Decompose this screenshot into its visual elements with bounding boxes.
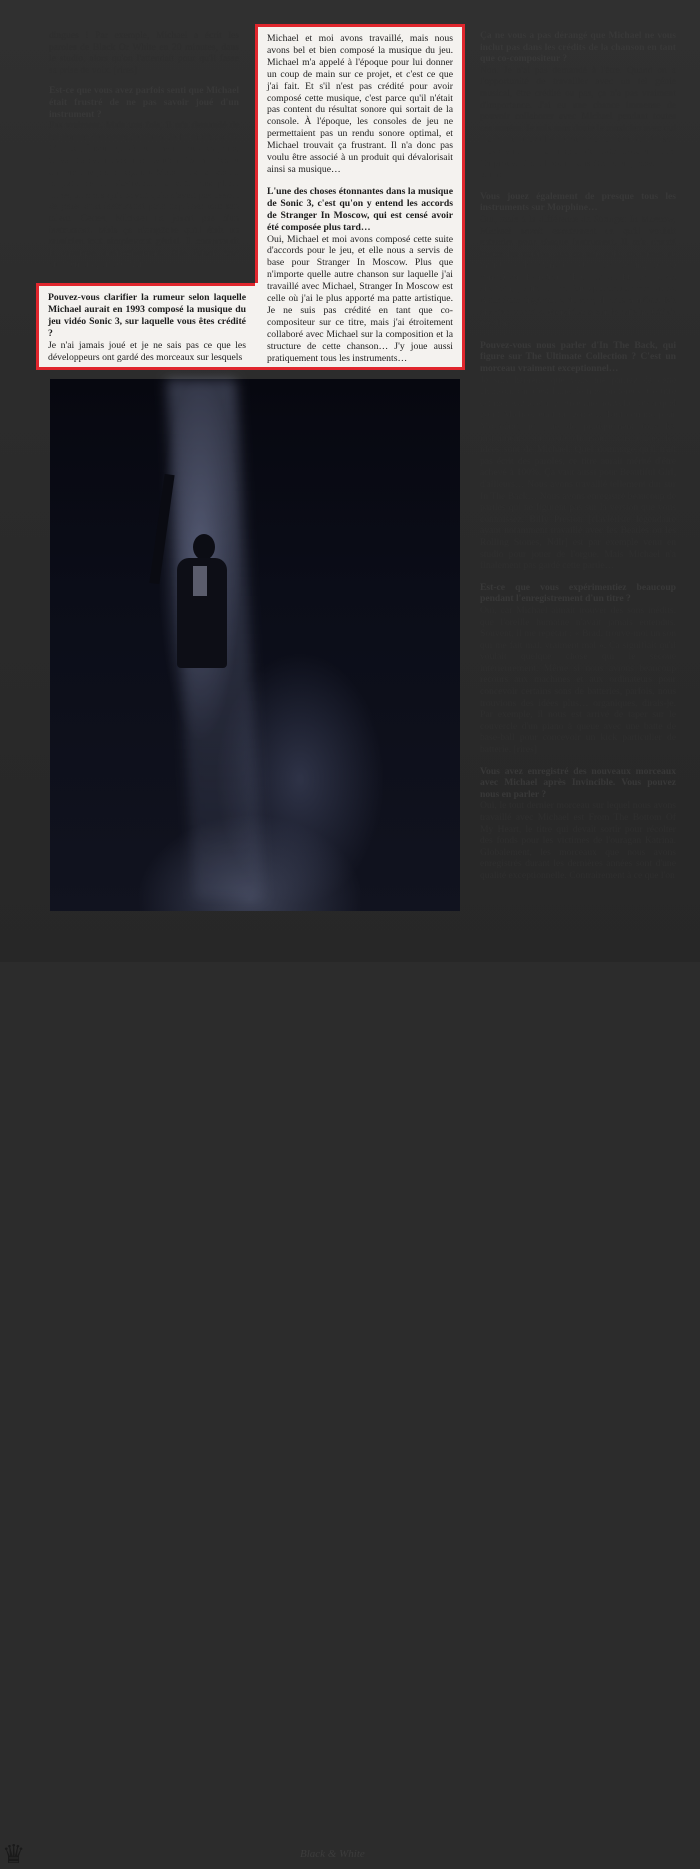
highlight-answer-2: Oui, Michael et moi avons composé cette suite d'accords pour le jeu, et elle nous a servis de base pour Stranger In Moscow. Plus que n'importe quelle autre chanson sur laquelle j'ai travaillé avec Michael, Stranger In Moscow est celle où j'ai le plus apporté ma patte artistique. Je ne suis pas crédité en tant que co-compositeur sur ce titre, mais j'ai étroitement collaboré avec Michael sur la composition et la structure de cette chanson… J'y joue aussi pratiquement tous les instruments…	[267, 233, 453, 364]
left-column	[49, 30, 239, 281]
page-footer	[0, 920, 700, 1869]
right-question-1: Ça ne vous a pas dérangé que Michael ne vous inclut pas dans les crédits de la chanson en tant que co-compositeur ?	[480, 30, 676, 65]
left-question-1: Est-ce que vous avez parfois senti que Michael était frustré de ne pas savoir joué d'un instrument ?	[49, 85, 239, 120]
right-answer-5: Oui, le tout dernier morceau sur lequel nous avons travaillé avec Michael est From The Bottom Of My Heart, le titre qui devait sortir pour récolter des fonds pour les victimes de l'ouragan Katrina. Globalement, les morceaux que nous avons enregistrés durant les dernières années sont d'une qualité exceptionnelle. Contrairement à ce que l'on	[480, 800, 676, 881]
magazine-name: Black & White	[300, 1848, 365, 1860]
right-question-5: Vous avez enregistré des nouveaux morceaux avec Michael après Invincible. Vous pouvez nous en parler ?	[480, 765, 676, 800]
highlight-join	[255, 283, 265, 367]
right-column	[480, 30, 676, 892]
right-answer-1: Non. Je n'ai pas demandé à l'être. Quand on a l'opportunité de travailler avec un tel génie musical, être crédité ou pas, ça n'a pas vraiment d'importance. J'ai eu une chance immense de pouvoir collaborer avec Michael pendant toutes ces années. Je suis sans doute le musicien avec qui il a le plus travaillé de toute sa carrière. J'ai été son musicien et son arrangeur de 1989 jusqu'en 2006. Ça prouve à quel point nous étions en phase, hi hi et moi…	[480, 64, 676, 181]
left-top-paragraph: dingues ! Par exemple, Michael a écrit les paroles de Black Or White en 20 minutes, dans le studio, alors qu'on l'attendait pour qu'il fasse sa prise de voix. [rires]	[49, 30, 239, 76]
concert-photo	[50, 379, 460, 911]
highlighted-text-block	[255, 24, 465, 370]
right-answer-3: Je suis heureux que vous me parliez de cette chanson, car c'est l'une de mes préférées. Ce titre est incroyable et il prouve une nouvelle fois à quel point Michael était un génie… Tout comme pour Morphine, je joue de pratiquement tous les instruments sur cette chanson, mais toutes les idées sont de Michael. Quel dommage qu'il n'ait pas écrit des paroles, ce titre aurait mérité d'être achevé à 100%. Ça vaut aussi pour Beautiful Girl, d'ailleurs… Nous avons travaillé tellement dur sur In The Back… Nous avons enregistré beaucoup de parties qui ne figurent pas sur la version que vous connaissez. Billy Preston [claviériste légendaire ayant notamment travaillé avec les Beatles ou les Rolling Stones, Ndlr] est par exemple venu en studio pour jouer de l'orgue. Mais Michael n'a finalement pas gardé cette partie…	[480, 374, 676, 572]
highlighted-question-block	[36, 283, 258, 370]
highlight-left-question: Pouvez-vous clarifier la rumeur selon laquelle Michael aurait en 1993 composé la musique du jeu vidéo Sonic 3, sur laquelle vous êtes crédité ?	[48, 292, 246, 339]
highlight-question-2: L'une des choses étonnantes dans la musique de Sonic 3, c'est qu'on y entend les accords de Stranger In Moscow, qui est censé avoir été composée plus tard…	[267, 185, 453, 233]
right-answer-2: Oui, mais à la différence de Stranger In Moscow, Michael savait exactement ce qu'il voulait entendre pour chaque instrument. Il m'a chanté toutes les parties, que ce soit celle du piano au milieu de la chanson, ou celles des nappes de synthé sur le refrain. Tout est de lui. Sur cette chanson, je n'ai donc fait qu'exécuter ses idées. Avec deux ingénieurs du son, il nous a même fait chanter le mot « Morphine » sur le refrain. C'était très fun…	[480, 213, 676, 330]
crown-icon: ♛	[2, 1840, 26, 1869]
left-answer-1: Pas vraiment. Mais une fois, il m'a demandé de lui donner des cours de piano. Je lui ai dit : « Ok Michael, faisons ça sérieusement. Tous les jours, tu vas t'asseoir avec moi pendant 15 minutes et on fera une petite leçon. » Mais il n'a jamais eu la patience de s'astreindre à cette discipline. [rires] Je crois qu'il savait qu'il n'avait pas besoin de jouer d'un instrument pour exprimer tout son talent. Certes, Michael ne jouait pas d'un instrument. Mais ça n'empêche qu'il était un musicien tout simplement génial. Il comprenait la musique instinctivement. Elle faisait tout simplement partie de lui…	[49, 120, 239, 271]
right-question-2: Vous jouez également de presque tous les instruments sur Morphine…	[480, 190, 676, 214]
performer-silhouette	[145, 474, 225, 674]
highlight-paragraph-1: Michael et moi avons travaillé, mais nous avons bel et bien composé la musique du jeu. Michael m'a appelé à l'époque pour lui donner un coup de main sur ce projet, et c'est ce que j'ai fait. Et s'il n'est pas crédité pour avoir composé cette musique, c'est parce qu'il n'était pas content du résultat sonore qui sortait de la console. À l'époque, les consoles de jeu ne permettaient pas un rendu sonore optimal, et Michael trouvait ça frustrant. Il n'a donc pas voulu être associé à un produit qui dévalorisait ainsi sa musique…	[267, 33, 453, 175]
right-question-4: Est-ce que vous expérimentiez beaucoup pendant l'enregistrement d'un titre ?	[480, 581, 676, 605]
highlight-left-answer: Je n'ai jamais joué et je ne sais pas ce que les développeurs ont gardé des morceaux sur lesquels	[48, 339, 246, 363]
right-answer-4: Oui, car Michael aimait trouver des sons inédits, que l'oreille humaine n'avait jamais entendus. Souvent, il me répétait : « Brad, trouve-moi un son qui me fait mal, vraiment mal ». Ça signifiait qu'il voulait quelque chose qui le secoue intérieurement. Même si nous avions beaucoup recours aux machines et aux ordinateurs pour concevoir certains sons de batteries, parfois, nous trouvions des idées plus… organiques, dirais-je. Par exemple, il nous est arrivé de taper sur le couvercle d'un piano à queue avec une batte de base-ball pour concevoir un kick particulier de batterie. [rires]	[480, 604, 676, 756]
right-question-3: Pouvez-vous nous parler d'In The Back, qui figure sur The Ultimate Collection ? C'est un morceau vraiment exceptionnel…	[480, 339, 676, 375]
